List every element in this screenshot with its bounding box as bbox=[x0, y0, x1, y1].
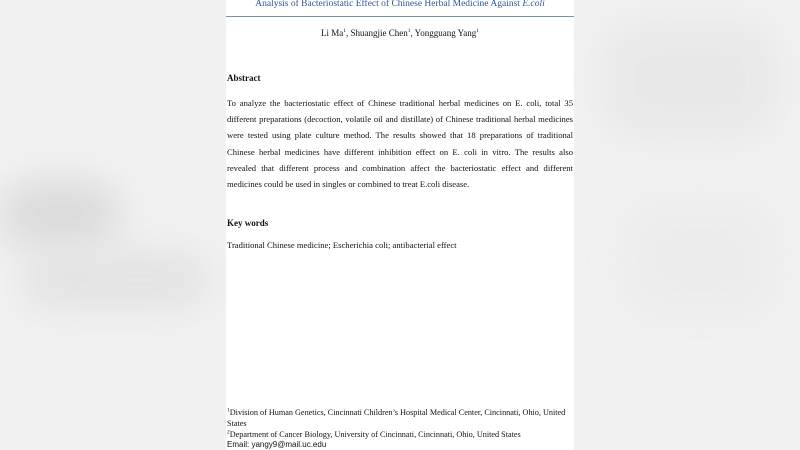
affiliation-1 bbox=[227, 408, 573, 429]
running-header bbox=[226, 0, 574, 16]
background-blur bbox=[20, 250, 210, 310]
author-name: Yongguang Yang bbox=[414, 28, 477, 38]
affiliation-text: Department of Cancer Biology, University of Cincinnati, Cincinnati, Ohio, United States bbox=[229, 430, 521, 439]
keywords-body: Traditional Chinese medicine; Escherichia coli; antibacterial effect bbox=[227, 240, 457, 250]
running-header-title-italic: E.coli bbox=[522, 0, 545, 9]
background-blur bbox=[620, 200, 780, 320]
abstract-body: To analyze the bacteriostatic effect of Chinese traditional herbal medicines on E. coli, total 35 different preparations (decoction, volatile oil and distillate) of Chinese traditional herbal medicines were tested using plate culture method. The results showed that 18 preparations of traditional Chinese herbal medicines have different inhibition effect on E. coli in vitro. The results also revealed that different process and combination affect the bacteriostatic effect and different medicines could be used in singles or combined to treat E.coli disease. bbox=[227, 98, 573, 190]
author-affiliation-marker: 1 bbox=[343, 28, 346, 34]
author-list: Li Ma$^1$, Shuangjie Chen$^1$, Yongguang Yang$^1$ bbox=[320, 28, 480, 38]
affiliation-2 bbox=[227, 430, 573, 441]
background-blur bbox=[0, 180, 120, 250]
background-blur bbox=[600, 20, 780, 140]
author-affiliation-marker: 1 bbox=[407, 28, 411, 34]
keywords-heading: Key words bbox=[227, 218, 269, 228]
abstract-heading: Abstract bbox=[227, 73, 261, 83]
affiliation-number: 1 bbox=[227, 407, 230, 414]
header-divider bbox=[226, 16, 574, 17]
running-header-title: Analysis of Bacteriostatic Effect of Chinese Herbal Medicine Against bbox=[255, 0, 520, 9]
author-name: Shuangjie Chen bbox=[350, 28, 408, 38]
contact-email: Email: yangy9@mail.uc.edu bbox=[227, 440, 327, 449]
paper-page bbox=[226, 0, 574, 450]
affiliation-text: Division of Human Genetics, Cincinnati Children’s Hospital Medical Center, Cincinnati, Ohio, United States bbox=[227, 408, 566, 428]
author-affiliation-marker: 1 bbox=[476, 28, 480, 34]
author-name: Li Ma bbox=[320, 28, 344, 38]
affiliation-number: 2 bbox=[227, 429, 230, 436]
